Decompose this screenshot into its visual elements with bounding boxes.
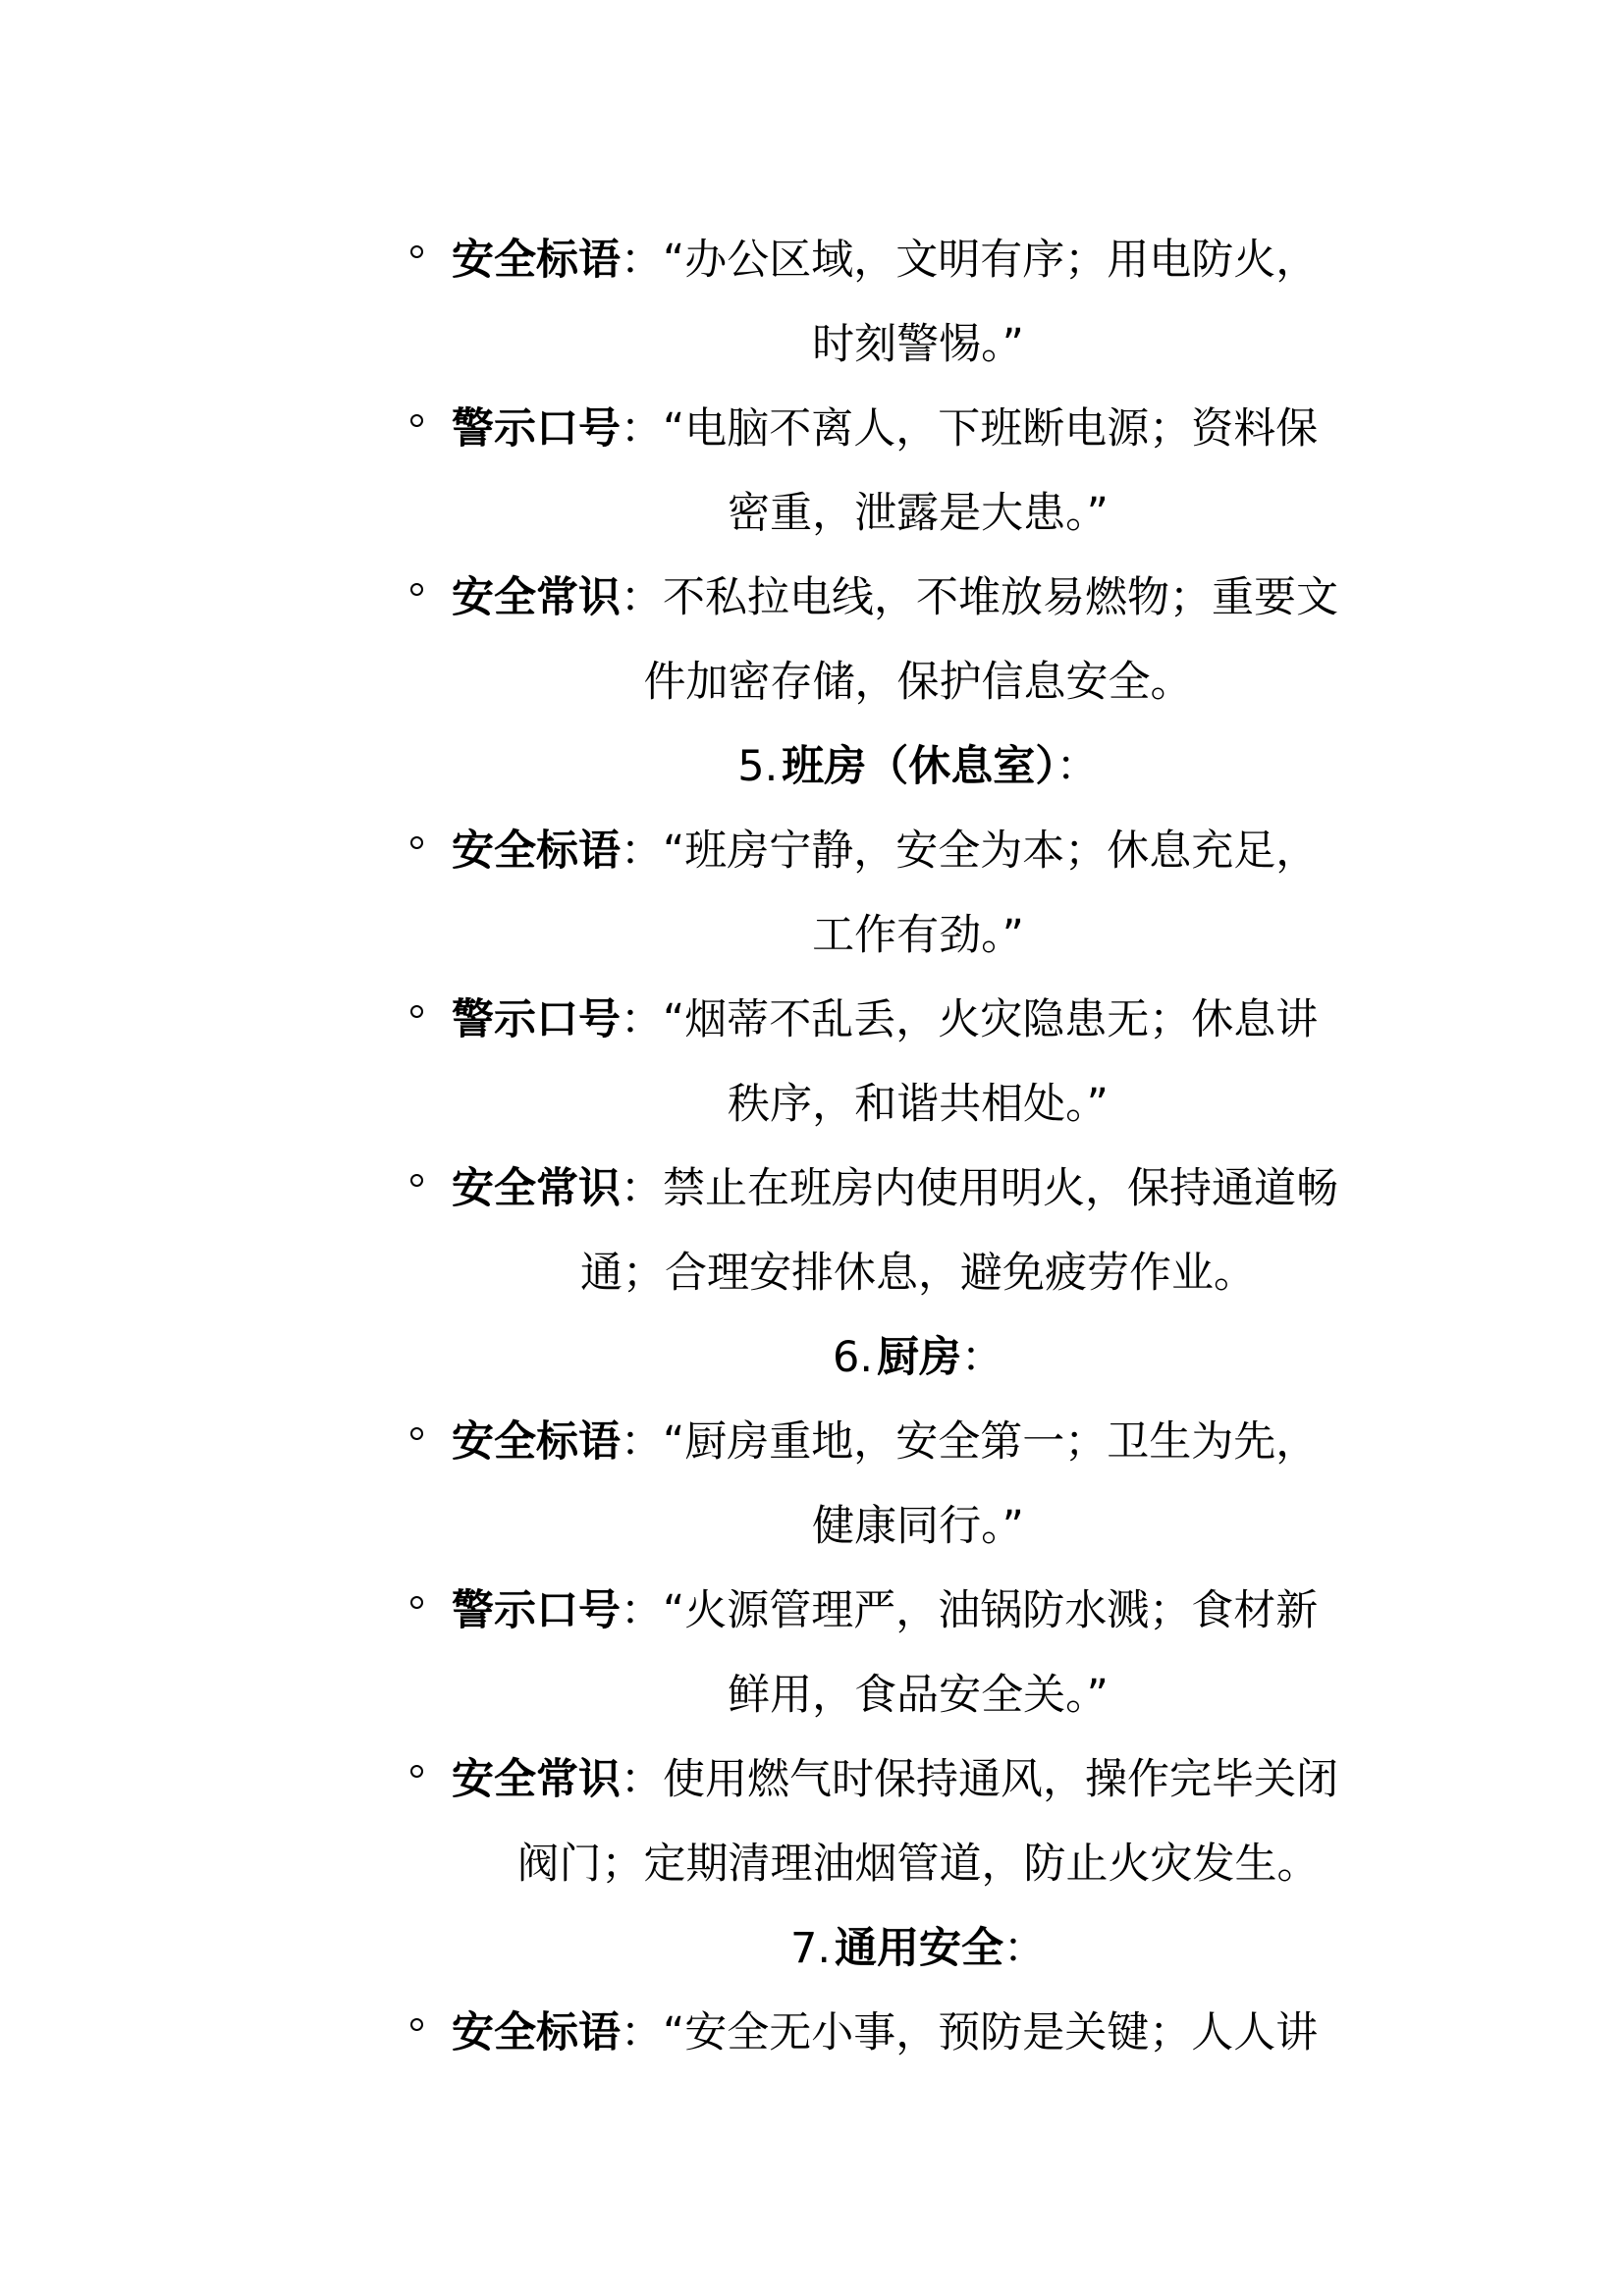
list-item-label: 警示口号 xyxy=(452,1586,621,1635)
section-number: 6. xyxy=(832,1333,874,1382)
list-item xyxy=(452,556,1384,724)
list-item-continuation-line: 件加密存储，保护信息安全。 xyxy=(643,658,1193,707)
list-item-label: 安全常识 xyxy=(452,573,621,622)
list-item-text: “电脑不离人，下班断电源；资料保 xyxy=(663,404,1319,454)
list-item-text: 禁止在班房内使用明火，保持通道畅 xyxy=(663,1164,1338,1213)
section-colon: ： xyxy=(961,1333,1004,1382)
hollow-circle-bullet-icon xyxy=(410,836,423,849)
section-number: 7. xyxy=(789,1924,832,1973)
list-item-first-line xyxy=(452,218,1384,302)
document-content xyxy=(452,218,1384,2075)
list-item-first-line xyxy=(452,809,1384,893)
list-item-separator: ： xyxy=(621,1755,663,1804)
list-item xyxy=(452,1147,1384,1315)
list-item-continuation-line: 秩序，和谐共相处。” xyxy=(728,1080,1109,1129)
list-item xyxy=(452,1991,1384,2075)
list-item-text: 使用燃气时保持通风，操作完毕关闭 xyxy=(663,1755,1338,1804)
section-colon: ： xyxy=(1003,1924,1047,1973)
list-item-separator: ： xyxy=(621,236,663,285)
list-item-text: “厨房重地，安全第一；卫生为先， xyxy=(663,1417,1319,1467)
list-item-first-line xyxy=(452,1991,1384,2075)
list-item-label: 安全常识 xyxy=(452,1755,621,1804)
hollow-circle-bullet-icon xyxy=(410,245,423,258)
list-item-first-line xyxy=(452,1737,1384,1822)
section-heading xyxy=(452,1315,1384,1400)
section-colon: ： xyxy=(1056,742,1099,791)
list-item-text: “班房宁静，安全为本；休息充足， xyxy=(663,827,1319,876)
hollow-circle-bullet-icon xyxy=(410,414,423,427)
list-item-separator: ： xyxy=(621,1586,663,1635)
list-item xyxy=(452,978,1384,1147)
list-item-label: 警示口号 xyxy=(452,995,621,1044)
list-item xyxy=(452,1737,1384,1906)
section-title: 班房（休息室） xyxy=(782,742,1056,791)
list-item-separator: ： xyxy=(621,573,663,622)
list-item-text: “烟蒂不乱丢，火灾隐患无；休息讲 xyxy=(663,995,1319,1044)
hollow-circle-bullet-icon xyxy=(410,1596,423,1609)
list-item-text: “办公区域，文明有序；用电防火， xyxy=(663,236,1319,285)
hollow-circle-bullet-icon xyxy=(410,1174,423,1187)
list-item-continuation-line: 健康同行。” xyxy=(812,1502,1024,1551)
list-item-label: 安全标语 xyxy=(452,1417,621,1467)
section-heading xyxy=(452,724,1384,809)
section-title: 通用安全 xyxy=(835,1924,1004,1973)
list-item xyxy=(452,1400,1384,1569)
list-item-label: 安全标语 xyxy=(452,827,621,876)
list-item-first-line xyxy=(452,1147,1384,1231)
list-item-text: “火源管理严，油锅防水溅；食材新 xyxy=(663,1586,1319,1635)
hollow-circle-bullet-icon xyxy=(410,1427,423,1440)
list-item-label: 警示口号 xyxy=(452,404,621,454)
hollow-circle-bullet-icon xyxy=(410,2018,423,2031)
list-item-label: 安全标语 xyxy=(452,236,621,285)
list-item-separator: ： xyxy=(621,995,663,1044)
list-item-separator: ： xyxy=(621,827,663,876)
list-item-label: 安全常识 xyxy=(452,1164,621,1213)
list-item-separator: ： xyxy=(621,1417,663,1467)
list-item-continuation-line: 时刻警惕。” xyxy=(812,320,1024,369)
list-item-first-line xyxy=(452,556,1384,640)
list-item-text: 不私拉电线，不堆放易燃物；重要文 xyxy=(663,573,1338,622)
list-item-first-line xyxy=(452,978,1384,1062)
list-item xyxy=(452,1569,1384,1737)
hollow-circle-bullet-icon xyxy=(410,1005,423,1018)
list-item xyxy=(452,218,1384,387)
section-heading xyxy=(452,1906,1384,1991)
list-item-text: “安全无小事，预防是关键；人人讲 xyxy=(663,2008,1319,2057)
list-item xyxy=(452,809,1384,978)
list-item xyxy=(452,387,1384,556)
list-item-continuation-line: 工作有劲。” xyxy=(812,911,1024,960)
list-item-continuation-line: 鲜用，食品安全关。” xyxy=(728,1671,1109,1720)
section-title: 厨房 xyxy=(877,1333,962,1382)
list-item-first-line xyxy=(452,387,1384,471)
list-item-continuation-line: 通；合理安排休息，避免疲劳作业。 xyxy=(580,1249,1256,1298)
list-item-continuation-line: 密重，泄露是大患。” xyxy=(728,489,1109,538)
list-item-first-line xyxy=(452,1569,1384,1653)
list-item-separator: ： xyxy=(621,1164,663,1213)
hollow-circle-bullet-icon xyxy=(410,583,423,596)
list-item-continuation-line: 阀门；定期清理油烟管道，防止火灾发生。 xyxy=(516,1840,1320,1889)
hollow-circle-bullet-icon xyxy=(410,1765,423,1778)
list-item-first-line xyxy=(452,1400,1384,1484)
list-item-label: 安全标语 xyxy=(452,2008,621,2057)
list-item-separator: ： xyxy=(621,404,663,454)
section-number: 5. xyxy=(737,742,779,791)
list-item-separator: ： xyxy=(621,2008,663,2057)
